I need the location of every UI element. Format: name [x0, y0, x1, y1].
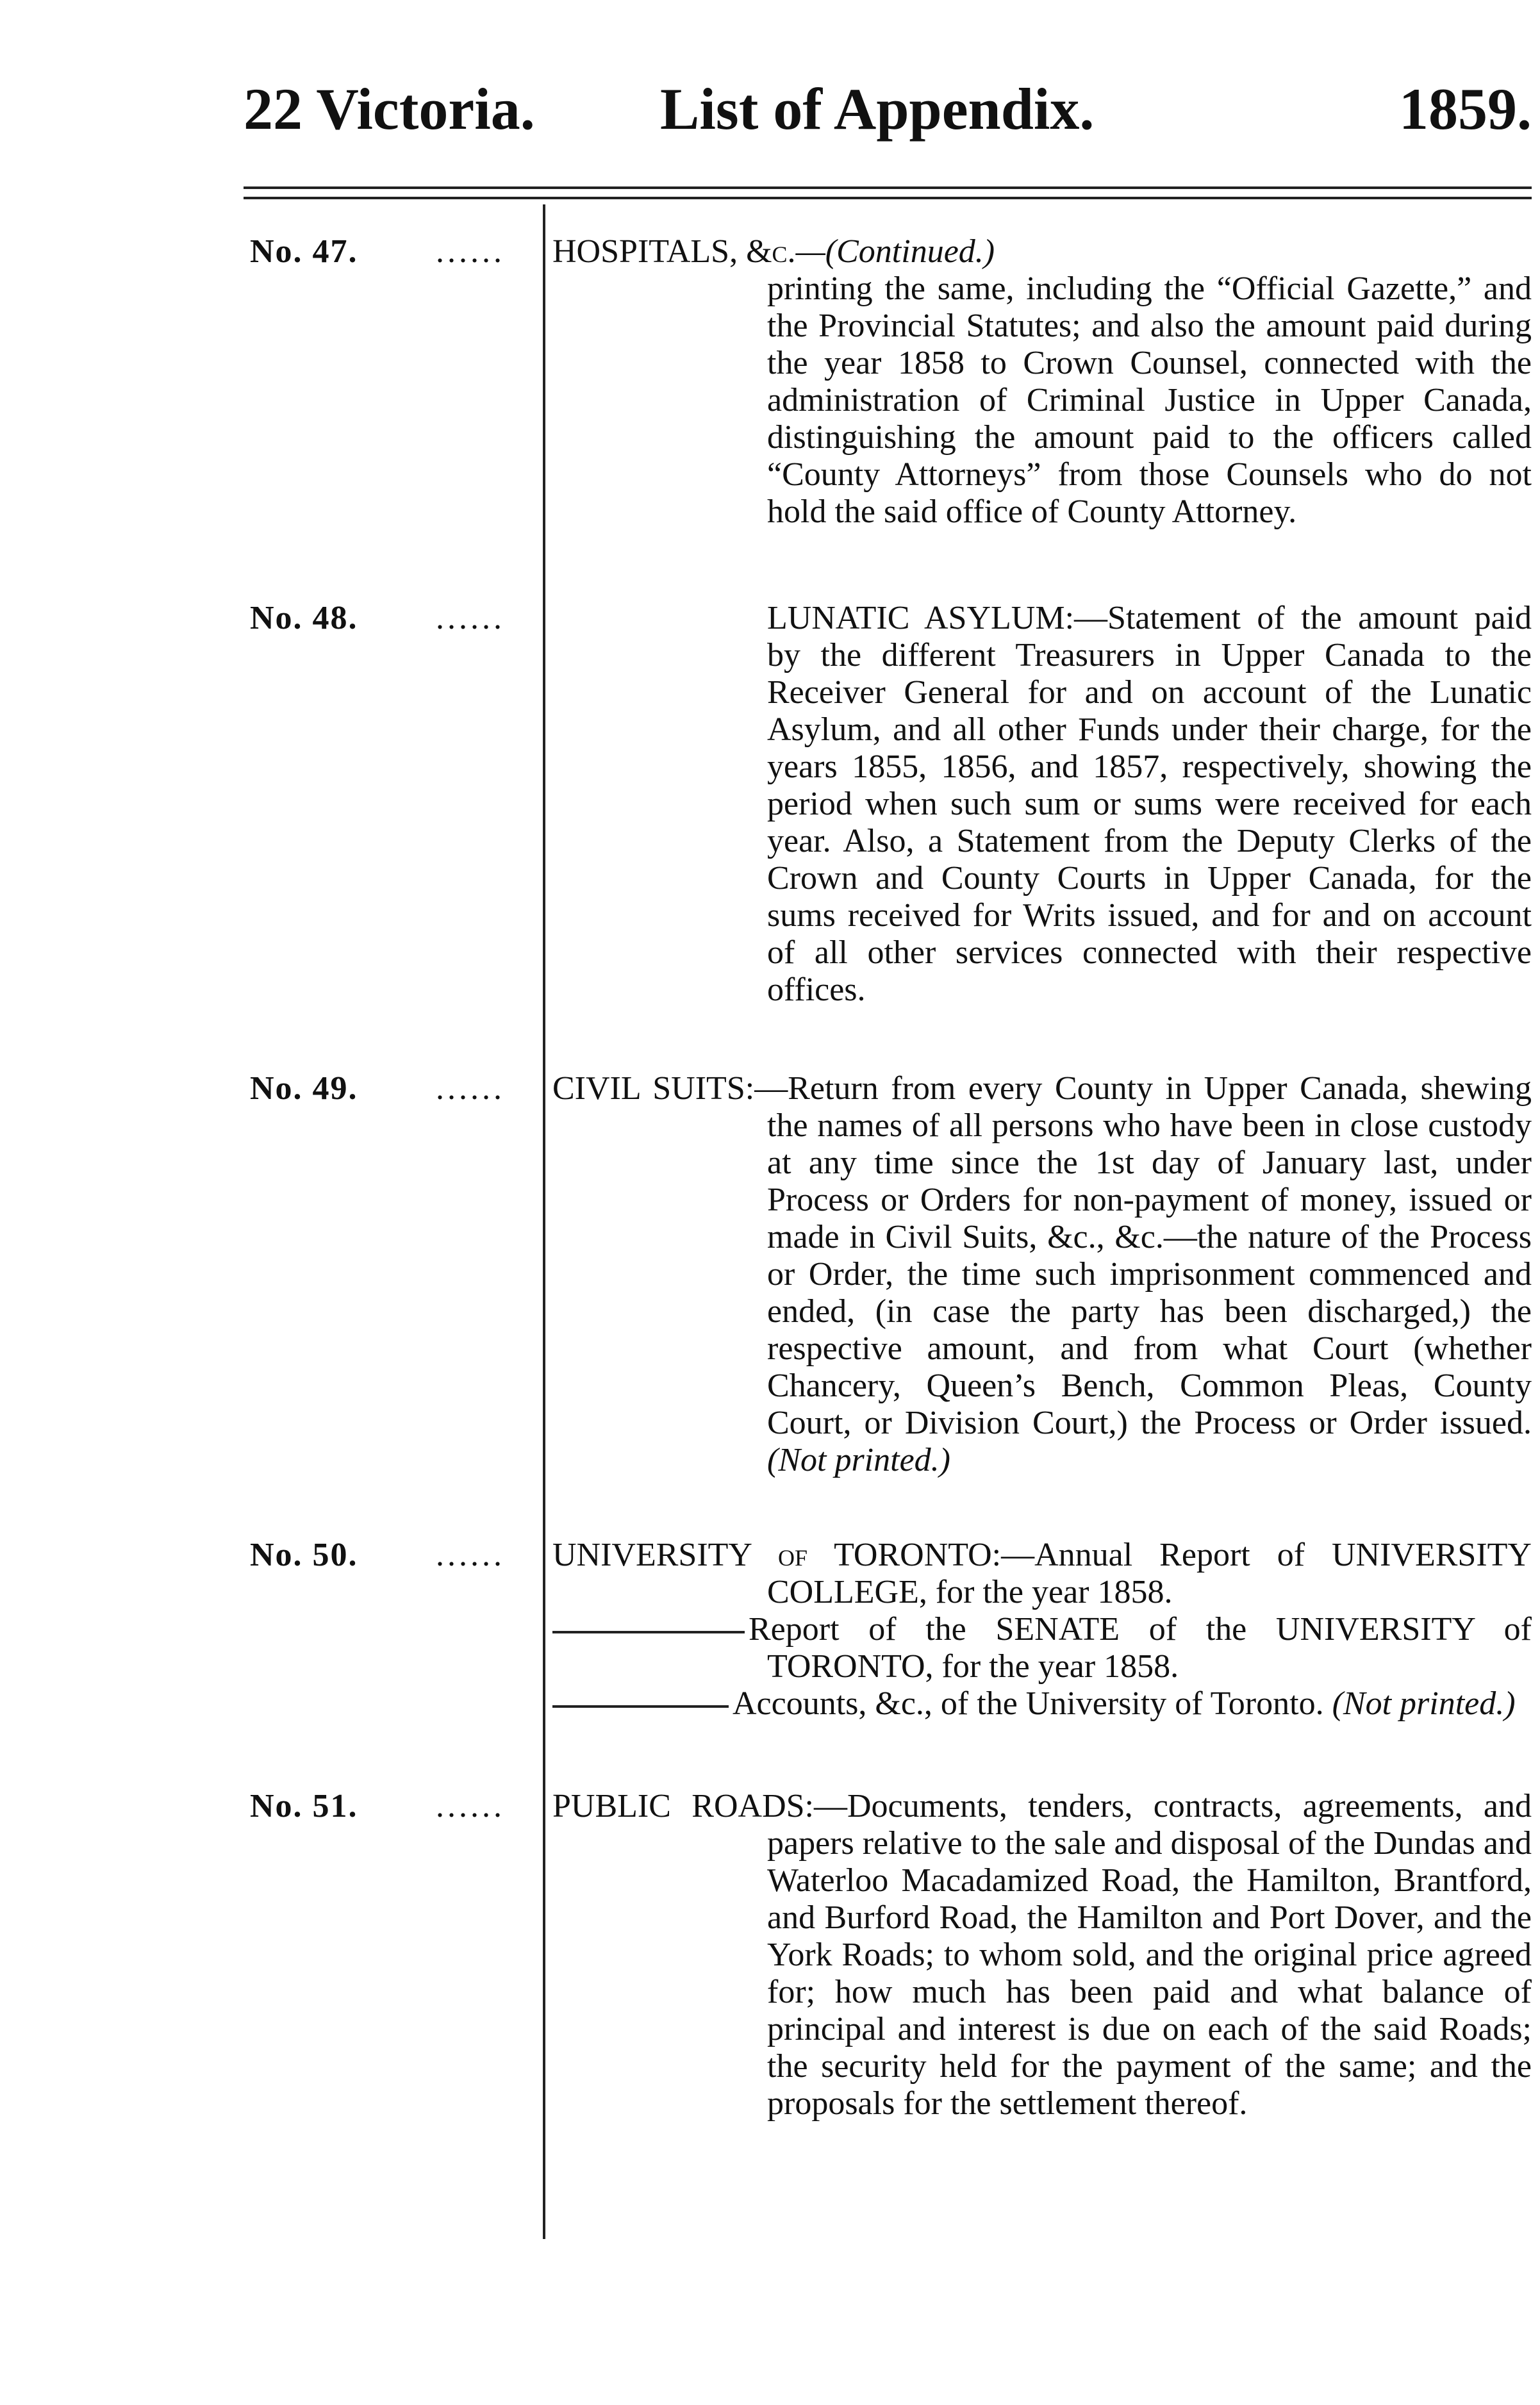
- not-printed-note: (Not printed.): [1332, 1685, 1516, 1722]
- page-title: List of Appendix.: [660, 76, 1095, 142]
- entry-paragraph: [552, 1070, 1532, 1479]
- entry-number: No. 47.: [250, 233, 358, 270]
- entry-number: No. 51.: [250, 1788, 358, 1824]
- entry-text: [552, 600, 1532, 1009]
- sub-item: [552, 1611, 1532, 1685]
- entry-body: :—Documents, tenders, contracts, agreements, and papers relative to the sale and disposal of the Dundas and Waterloo Macadamized Road, the Hamilton, Brantford, and Burford Road, the Hamilton and Port Dover, and the York Roads; to whom sold, and the original price agreed for; how much has been paid and what balance of principal and interest is due on each of the said Roads; the security held for the payment of the same; and the proposals for the settlement thereof.: [767, 1788, 1532, 2122]
- sub-item: [552, 1685, 1532, 1723]
- page-header: [244, 70, 1532, 154]
- leader-dots: ......: [436, 1788, 505, 1824]
- entry-heading: HOSPITALS, &c.: [552, 233, 796, 270]
- entry-heading: UNIVERSITY of TORONTO: [552, 1537, 992, 1573]
- entry-body: :—Return from every County in Upper Canada, shewing the names of all persons who have been in close custody at any time since the 1st day of January last, under Process or Orders for non-payment of money, issued or made in Civil Suits, &c., &c.—the nature of the Process or Order, the time such imprisonment commenced and ended, (in case the party has been discharged,) the respective amount, and from what Court (whether Chancery, Queen’s Bench, Common Pleas, County Court, or Division Court,) the Process or Order issued.: [745, 1070, 1532, 1441]
- ditto-dash: [552, 1705, 729, 1708]
- header-rule-top: [244, 186, 1532, 189]
- header-rule-bottom: [244, 197, 1532, 199]
- entry-paragraph: [552, 1537, 1532, 1611]
- entry-body: printing the same, including the “Official Gazette,” and the Provincial Statutes; and also the amount paid during the year 1858 to Crown Counsel, connected with the administration of Criminal Justice in Upper Canada, distinguishing the amount paid to the officers called “County Attorneys” from those Counsels who do not hold the said office of County Attorney.: [767, 270, 1532, 530]
- entry-heading: PUBLIC ROADS: [552, 1788, 805, 1824]
- entry-paragraph: [552, 600, 1532, 1009]
- entry-text: [552, 1537, 1532, 1723]
- sub-item-text: Accounts, &c., of the University of Toronto.: [733, 1685, 1324, 1722]
- entry-body: :—Statement of the amount paid by the different Treasurers in Upper Canada to the Receiver General for and on account of the Lunatic Asylum, and all other Funds under their charge, for the years 1855, 1856, and 1857, respectively, showing the period when such sum or sums were received for each year. Also, a Statement from the Deputy Clerks of the Crown and County Courts in Upper Canada, for the sums received for Writs issued, and for and on account of all other services connected with their respective offices.: [767, 600, 1532, 1008]
- entry-number: No. 49.: [250, 1070, 358, 1107]
- entry-number: No. 48.: [250, 600, 358, 636]
- entry-number: No. 50.: [250, 1537, 358, 1573]
- continued-label: —(Continued.): [795, 233, 995, 270]
- entry-text: [552, 1070, 1532, 1479]
- entry-body: :—Annual Report of UNIVERSITY COLLEGE, for the year 1858.: [767, 1537, 1532, 1610]
- not-printed-note: (Not printed.): [767, 1442, 950, 1478]
- entry-heading: LUNATIC ASYLUM: [767, 600, 1065, 636]
- year: 1859.: [1399, 76, 1532, 142]
- regnal-year: 22 Victoria.: [244, 76, 535, 142]
- entry-heading: CIVIL SUITS: [552, 1070, 745, 1107]
- leader-dots: ......: [436, 1070, 505, 1107]
- leader-dots: ......: [436, 1537, 505, 1573]
- column-divider: [543, 204, 545, 2239]
- entry-paragraph: [552, 1788, 1532, 2122]
- entry-text: [552, 1788, 1532, 2122]
- sub-item-text: Report of the SENATE of the UNIVERSITY of TORONTO, for the year 1858.: [749, 1611, 1532, 1685]
- leader-dots: ......: [436, 600, 505, 636]
- entry-text: [552, 233, 1532, 531]
- leader-dots: ......: [436, 233, 505, 270]
- ditto-dash: [552, 1631, 745, 1633]
